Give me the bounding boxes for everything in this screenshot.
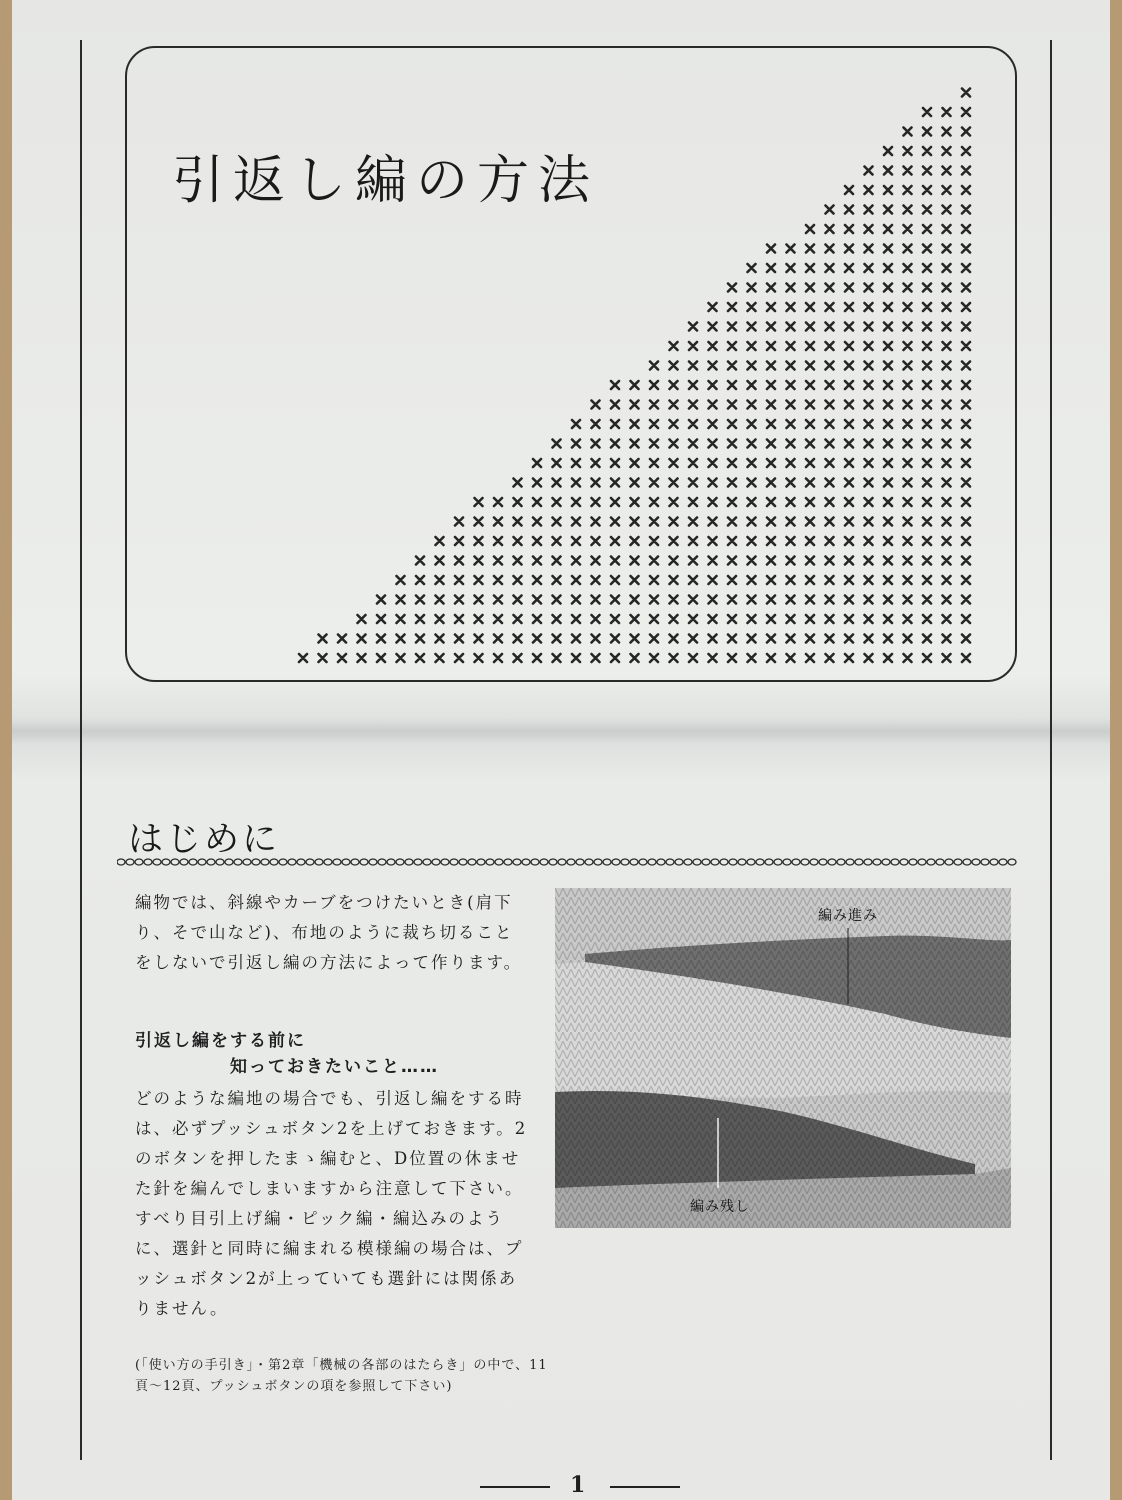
detail-paragraph: どのような編地の場合でも、引返し編をする時は、必ずプッシュボタン2を上げておきます。2のボタンを押したまゝ編むと、D位置の休ませた針を編んでしまいますから注意して下さい。すべり目引上げ編・ピック編・編込みのように、選針と同時に編まれる模様編の場合は、プッシュボタン2が上っていても選針には関係ありません。 — [135, 1089, 528, 1318]
page-title: 引返し編の方法 — [172, 151, 600, 211]
cross-stitch-triangle — [295, 65, 985, 665]
sub-heading — [135, 1028, 535, 1080]
left-margin-rule — [80, 40, 82, 1460]
knitting-photo — [555, 888, 1011, 1228]
page-number: 1 — [570, 1472, 586, 1498]
photo-label-held: 編み残し — [690, 1199, 750, 1215]
reference-note: (「使い方の手引き」・第2章「機械の各部のはたらき」の中で、11頁〜12頁、プッシュボタンの項を参照して下さい) — [135, 1358, 548, 1394]
chain-divider — [117, 855, 1021, 869]
section-heading: はじめに — [128, 820, 281, 860]
page-fold — [12, 718, 1110, 744]
photo-label-knitted: 編み進み — [818, 908, 878, 924]
right-margin-rule — [1050, 40, 1052, 1460]
intro-paragraph: 編物では、斜線やカーブをつけたいとき(肩下り、そで山など)、布地のように裁ち切ることをしないで引返し編の方法によって作ります。 — [135, 893, 523, 972]
sub-heading-line1: 引返し編をする前に — [135, 1031, 306, 1051]
sub-heading-line2: 知っておきたいこと…… — [230, 1057, 439, 1077]
